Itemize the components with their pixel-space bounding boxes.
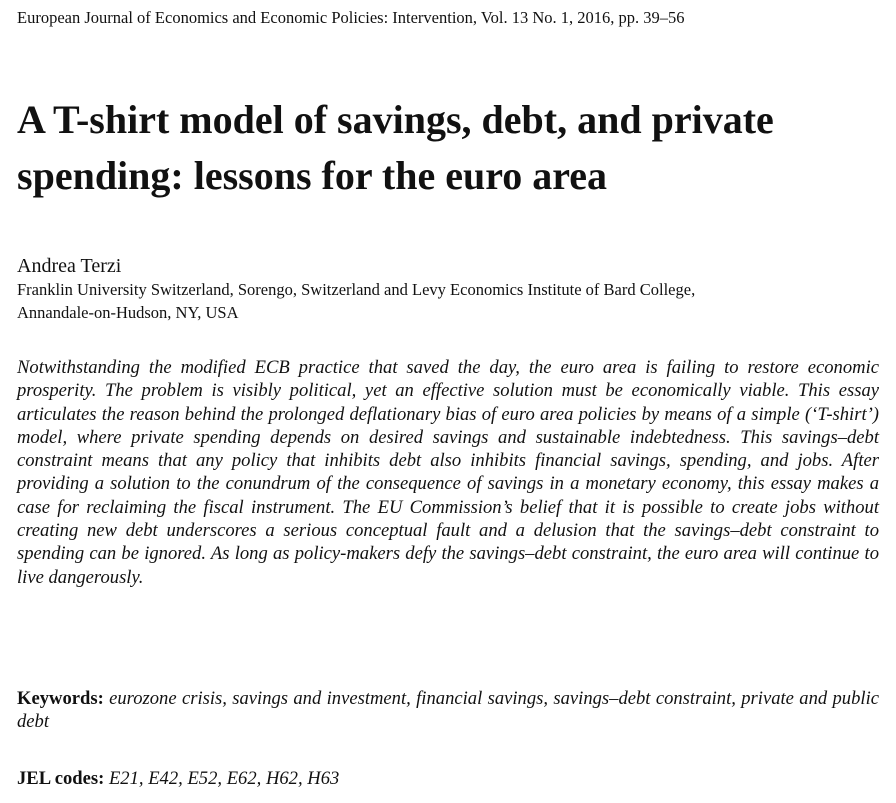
jel-label: JEL codes: bbox=[17, 768, 105, 789]
title-line-2: spending: lessons for the euro area bbox=[17, 153, 608, 198]
title-line-1: A T-shirt model of savings, debt, and private bbox=[17, 97, 774, 142]
affiliation-line-1: Franklin University Switzerland, Sorengo, Switzerland and Levy Economics Institute of Bard College, bbox=[17, 280, 696, 299]
author-name: Andrea Terzi bbox=[17, 255, 122, 277]
jel-codes bbox=[17, 767, 339, 790]
affiliation-line-2: Annandale-on-Hudson, NY, USA bbox=[17, 303, 239, 322]
keywords-text: eurozone crisis, savings and investment, financial savings, savings–debt constraint, private and public debt bbox=[17, 688, 879, 733]
keywords-label: Keywords: bbox=[17, 688, 104, 709]
jel-text: E21, E42, E52, E62, H62, H63 bbox=[108, 768, 340, 789]
author-affiliation bbox=[17, 278, 867, 324]
article-title bbox=[17, 92, 879, 204]
abstract: Notwithstanding the modified ECB practice that saved the day, the euro area is failing to restore economic prosperity. The problem is visibly political, yet an effective solution must be economically viable. This essay articulates the reason behind the prolonged deflationary bias of euro area policies by means of a simple (‘T-shirt’) model, where private spending depends on desired savings and sustainable indebtedness. This savings–debt constraint means that any policy that inhibits debt also inhibits financial savings, spending, and jobs. After providing a solution to the conundrum of the consequence of savings in a monetary economy, this essay makes a case for reclaiming the fiscal instrument. The EU Commission’s belief that it is possible to create jobs without creating new debt underscores a serious conceptual fault and a delusion that the savings–debt constraint to spending can be ignored. As long as policy-makers defy the savings–debt constraint, the euro area will continue to live dangerously. bbox=[17, 357, 879, 588]
keywords bbox=[17, 687, 879, 734]
running-head: European Journal of Economics and Economic Policies: Intervention, Vol. 13 No. 1, 2016, pp. 39–56 bbox=[17, 8, 685, 27]
